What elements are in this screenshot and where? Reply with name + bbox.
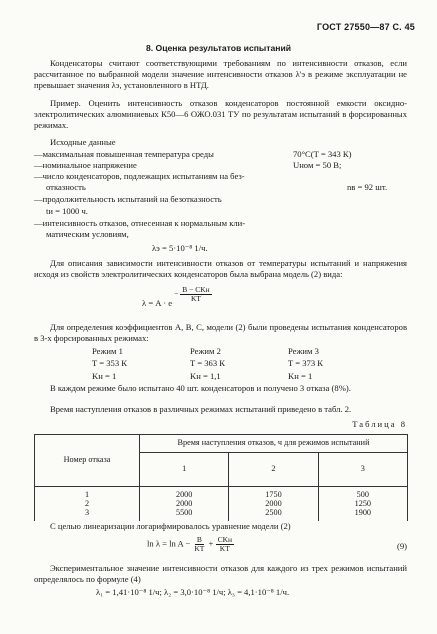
table-cell: 1 2 3 <box>35 487 140 521</box>
model-formula-lhs: λ = A · e <box>142 297 173 308</box>
mode-2-name: Режим 2 <box>190 346 221 356</box>
table-cell: 500 1250 1900 <box>318 487 407 521</box>
intro-paragraph: Конденсаторы считают соответствующими требованиям по интенсивности отказов, если рассчитанное по выбранной модели значение интенсивности отказов λ'э в режиме эксплуатации не превышает значения λэ, установленного в НТД. <box>34 58 407 90</box>
input-row: —продолжительность испытаний на безотказность <box>34 194 222 204</box>
lambda-formula: λэ = 5·10⁻⁸ 1/ч. <box>152 243 208 253</box>
mode-1-temp: T = 353 К <box>92 358 128 368</box>
input-data-title: Исходные данные <box>50 137 116 147</box>
input-row: —максимальная повышенная температура среды <box>34 149 214 159</box>
mode-header-2: 2 <box>229 453 318 487</box>
example-paragraph: Пример. Оценить интенсивность отказов конденсаторов постоянной емкости оксидно-электролитических алюминиевых К50—6 ОЖО.031 ТУ по результатам испытаний в форсированных режимах. <box>34 98 407 130</box>
lambda-values: λ₁ = 1,41·10⁻⁸ 1/ч; λ₂ = 3,0·10⁻⁸ 1/ч; λ₃ = 4,1·10⁻⁸ 1/ч. <box>96 587 290 597</box>
input-row: отказность <box>46 182 86 192</box>
input-value: 70°С(T = 343 К) <box>293 149 352 159</box>
mode-1-name: Режим 1 <box>92 346 123 356</box>
mode-3-name: Режим 3 <box>288 346 319 356</box>
input-value: nв = 92 шт. <box>347 182 388 192</box>
log-f1-num: B <box>196 535 202 544</box>
exp-numerator: B − CKн <box>182 285 210 294</box>
mode-1-k: Kн = 1 <box>92 371 117 381</box>
exp-paragraph: Экспериментальное значение интенсивности отказов для каждого из трех режимов испытаний определялось по формуле (4) <box>34 563 407 584</box>
page-header: ГОСТ 27550—87 С. 45 <box>316 22 415 32</box>
input-row: —номинальное напряжение <box>34 160 137 170</box>
model-paragraph: Для описания зависимости интенсивности отказов от температуры испытаний и напряжения исходя из свойств электролитических конденсаторов была выбрана модель (2) вида: <box>34 258 407 279</box>
section-title: 8. Оценка результатов испытаний <box>145 43 292 53</box>
mode-header-1: 1 <box>140 453 229 487</box>
model-formula <box>142 285 212 309</box>
log-f2-num: CKн <box>217 535 232 544</box>
each-mode-paragraph: В каждом режиме было испытано 40 шт. конденсаторов и получено 3 отказа (8%). <box>50 383 351 393</box>
log-fraction-2 <box>216 536 234 553</box>
input-value: Uном = 50 В; <box>293 160 342 170</box>
equation-number: (9) <box>396 541 407 551</box>
model-formula-exponent <box>180 286 211 303</box>
log-formula-lhs: ln λ = ln A − <box>147 538 191 549</box>
exp-denominator: KT <box>190 293 201 303</box>
log-f1-den: KT <box>194 543 205 553</box>
coef-paragraph: Для определения коэффициентов А, В, С, модели (2) были проведены испытания конденсаторов в 3-х форсированных режимах: <box>34 322 407 343</box>
log-fraction-1 <box>192 536 206 553</box>
input-row: —число конденсаторов, подлежащих испытаниям на без- <box>34 171 245 181</box>
mode-2-k: Kн = 1,1 <box>190 371 221 381</box>
table-caption: Таблица 8 <box>352 419 407 429</box>
group-header-times: Время наступления отказов, ч для режимов испытаний <box>140 435 408 453</box>
lin-paragraph: С целью линеаризации логарифмировалось уравнение модели (2) <box>50 521 291 531</box>
col-header-failure-number: Номер отказа <box>35 435 140 487</box>
input-row: —интенсивность отказов, отнесенная к нормальным кли- <box>34 218 246 228</box>
table-cell: 2000 2000 5500 <box>140 487 229 521</box>
mode-3-temp: T = 373 К <box>288 358 324 368</box>
table-row <box>35 487 408 521</box>
mode-header-3: 3 <box>318 453 407 487</box>
log-formula <box>147 536 234 553</box>
mode-3-k: Kн = 1 <box>288 371 313 381</box>
log-plus: + <box>208 538 214 549</box>
model-formula-sign: − <box>174 289 179 299</box>
input-row: tи = 1000 ч. <box>46 206 88 216</box>
times-paragraph: Время наступления отказов в различных режимах испытаний приведено в табл. 2. <box>50 404 352 414</box>
mode-2-temp: T = 363 К <box>190 358 226 368</box>
failure-times-table <box>34 434 408 521</box>
table-cell: 1750 2000 2500 <box>229 487 318 521</box>
input-row: матическим условиям, <box>46 229 129 239</box>
log-f2-den: KT <box>219 543 230 553</box>
